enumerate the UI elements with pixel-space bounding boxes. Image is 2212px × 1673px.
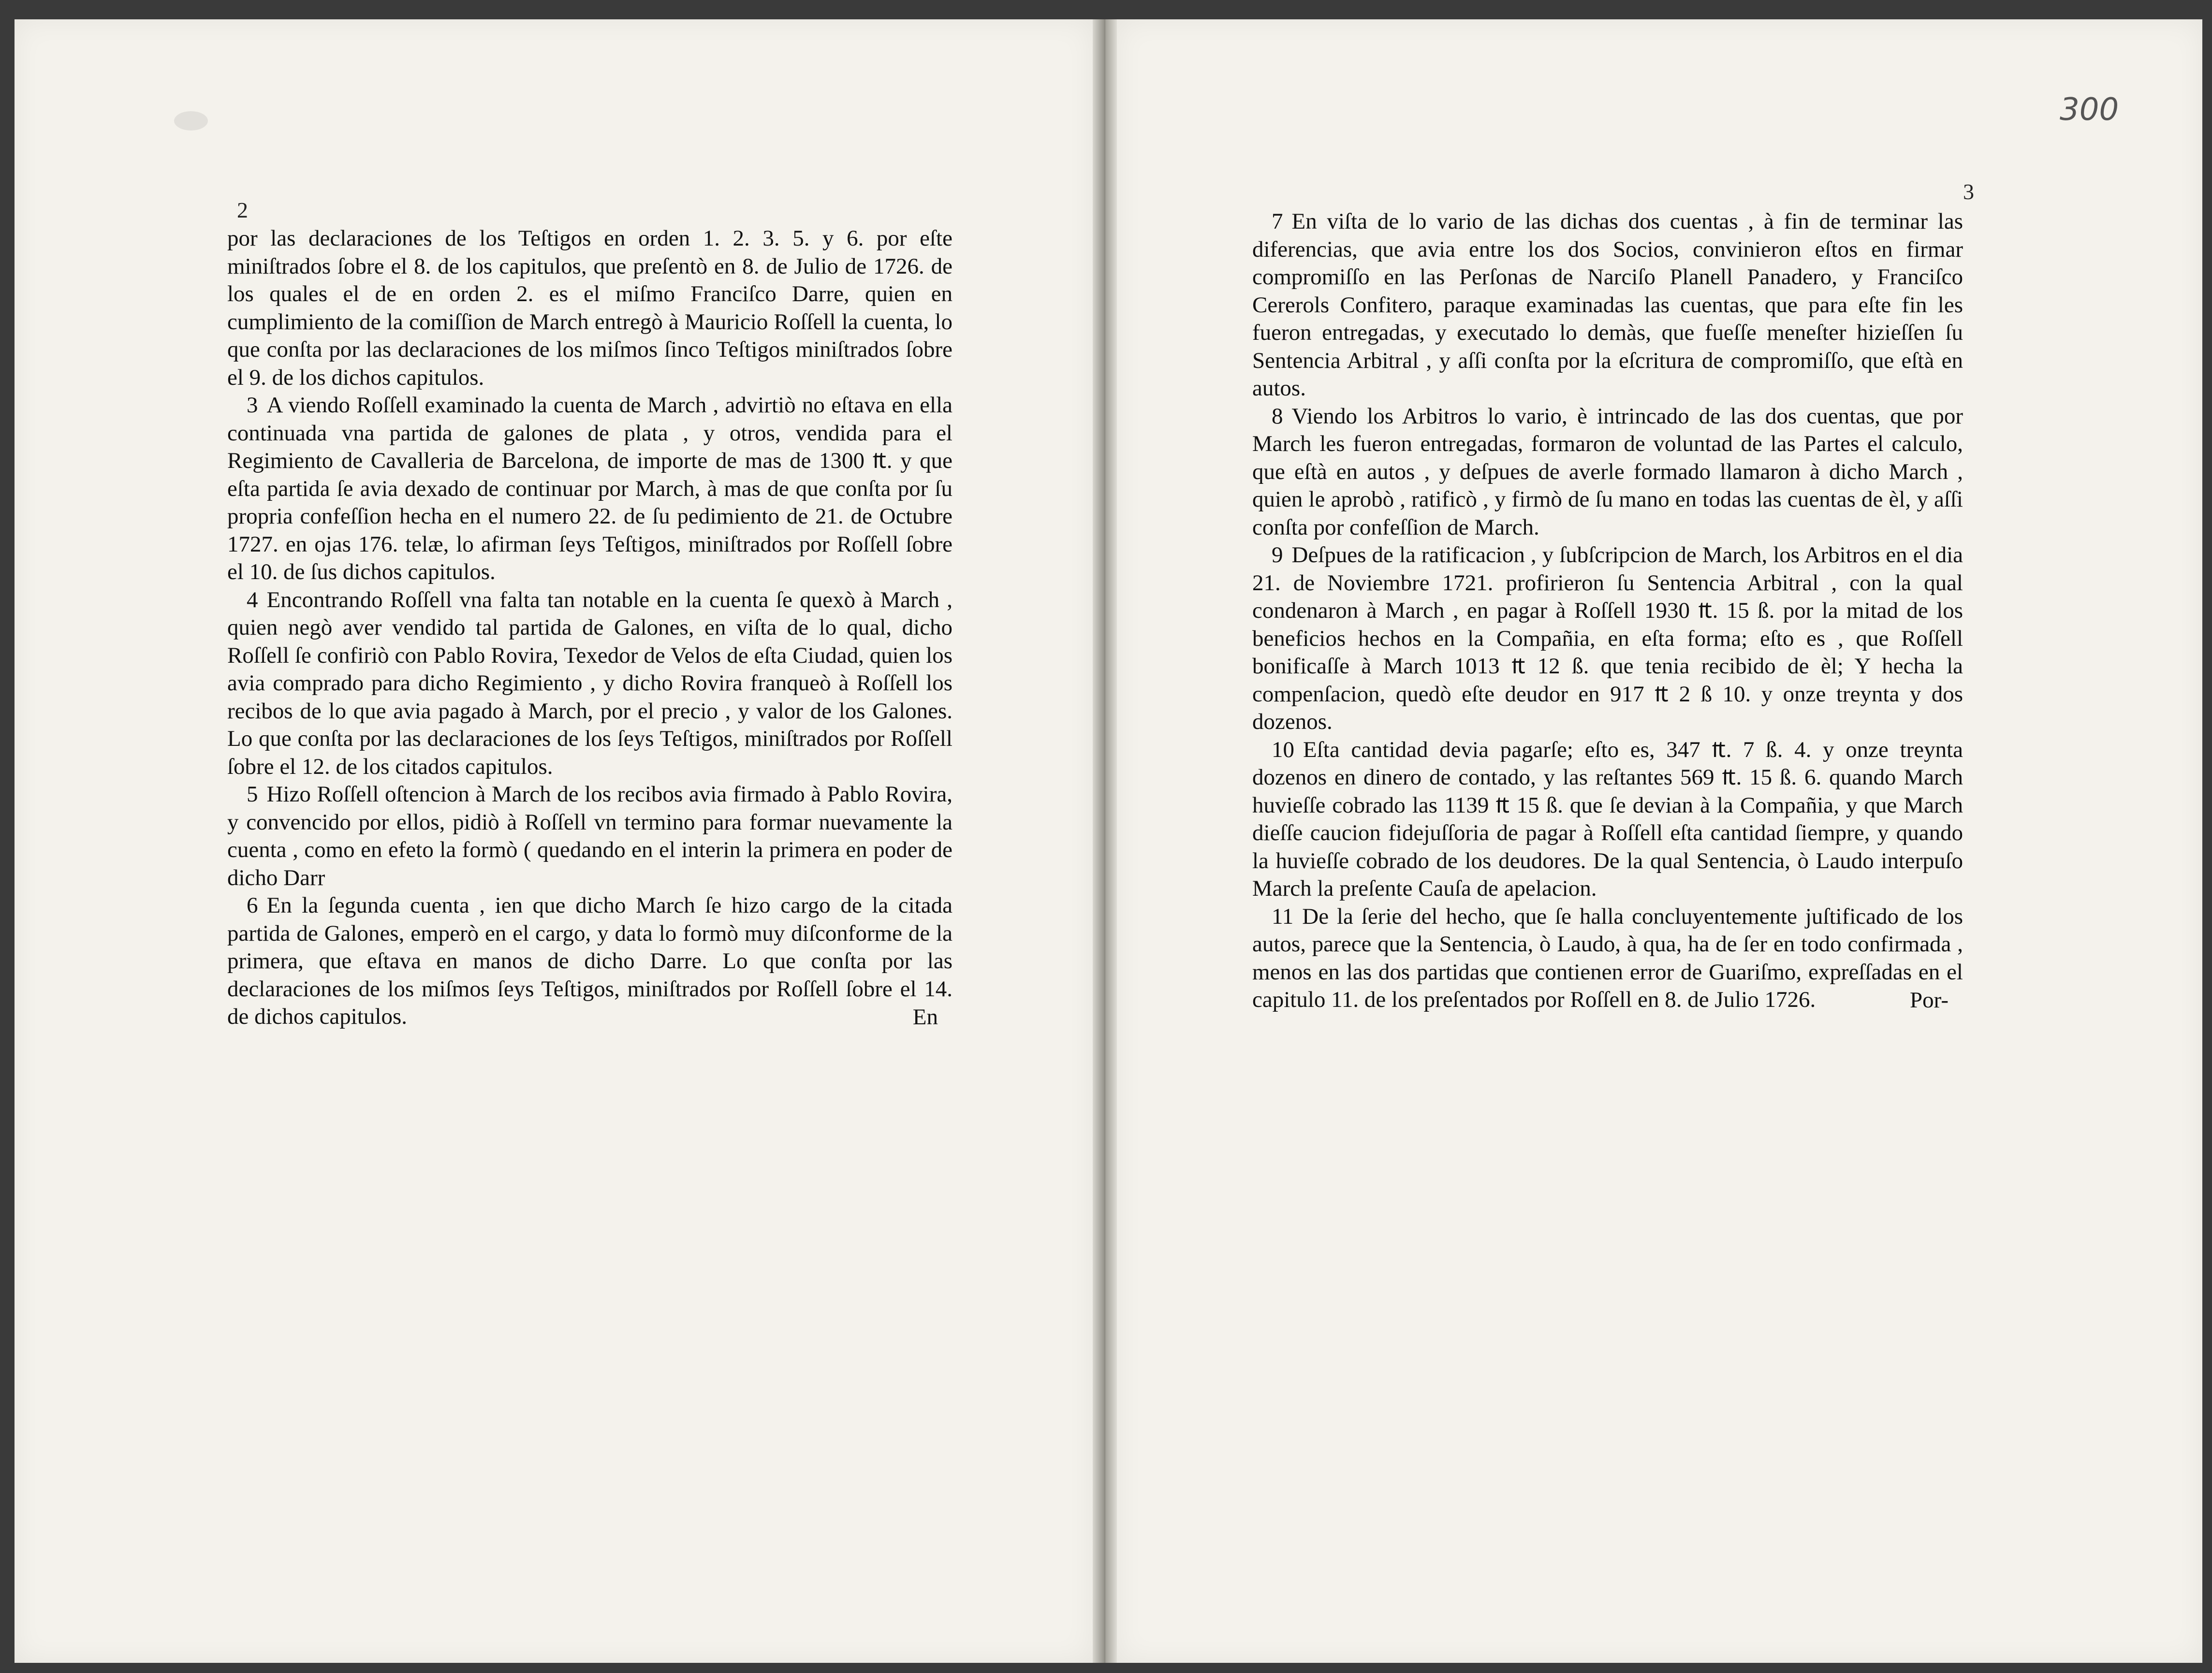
- page-number-left: 2: [237, 198, 248, 222]
- paragraph-number: 6: [247, 893, 258, 918]
- right-page: [1117, 19, 2202, 1663]
- paragraph-text: Encontrando Roſſell vna falta tan notable en la cuenta ſe quexò à March , quien negò aver vendido tal partida de Galones, en viſta de lo qual, dicho Roſſell ſe confiriò con Pablo Rovira, Texedor de Velos de eſta Ciudad, quien los avia comprado para dicho Regimiento , y dicho Rovira franqueò à Roſſell los recibos de lo que avia pagado à March, por el precio , y valor de los Galones. Lo que conſta por las declaraciones de los ſeys Teſtigos, miniſtrados por Roſſell ſobre el 12. de los citados capitulos.: [227, 587, 952, 779]
- paragraph-text: Hizo Roſſell oſtencion à March de los recibos avia firmado à Pablo Rovira, y convencido por ellos, pidiò à Roſſell vn termino para formar nuevamente la cuenta , como en efeto la formò ( quedando en el interin la primera en poder de dicho Darr: [227, 782, 952, 890]
- paragraph-text: A viendo Roſſell examinado la cuenta de March , advirtiò no eſtava en ella continuada vna partida de galones de plata , y otros, vendida para el Regimiento de Cavalleria de Barcelona, de importe de mas de 1300 ₶. y que eſta partida ſe avia dexado de continuar por March, à mas de que conſta por ſu propria confeſſion hecha en el numero 22. de ſu pedimiento de 21. de Octubre 1727. en ojas 176. telæ, lo afirman ſeys Teſtigos, miniſtrados por Roſſell ſobre el 10. de ſus dichos capitulos.: [227, 393, 952, 584]
- right-text-column: [1252, 208, 1963, 1014]
- paragraph-text: Eſta cantidad devia pagarſe; eſto es, 347 ₶. 7 ß. 4. y onze treynta dozenos en dinero de contado, y las reſtantes 569 ₶. 15 ß. 6. quando March huvieſſe cobrado las 1139 ₶ 15 ß. que ſe devian à la Compañia, y que March dieſſe caucion fidejuſſoria de pagar à Roſſell eſta cantidad ſiempre, y quando la huvieſſe cobrado de los deudores. De la qual Sentencia, ò Laudo interpuſo March la preſente Cauſa de apelacion.: [1252, 737, 1963, 901]
- paragraph-text: por las declaraciones de los Teſtigos en orden 1. 2. 3. 5. y 6. por eſte miniſtrados ſobre el 8. de los capitulos, que preſentò en 8. de Julio de 1726. de los quales el de en orden 2. es el miſmo Franciſco Darre, quien en cumplimiento de la comiſſion de March entregò à Mauricio Roſſell la cuenta, lo que conſta por las declaraciones de los miſmos ſinco Teſtigos miniſtrados ſobre el 9. de los dichos capitulos.: [227, 226, 952, 390]
- paragraph-10: [1252, 736, 1963, 903]
- ink-smudge: [174, 111, 208, 131]
- paragraph-text: En la ſegunda cuenta , ien que dicho March ſe hizo cargo de la citada partida de Galones, emperò en el cargo, y data lo formò muy diſconforme de la primera, que eſtava en manos de dicho Darre. Lo que conſta por las declaraciones de los miſmos ſeys Teſtigos, miniſtrados por Roſſell ſobre el 14. de dichos capitulos.: [227, 893, 952, 1029]
- paragraph-number: 3: [247, 393, 258, 418]
- paragraph-text: En viſta de lo vario de las dichas dos cuentas , à fin de terminar las diferencias, que avia entre los dos Socios, convinieron eſtos en firmar compromiſſo en las Perſonas de Narciſo Planell Panadero, y Franciſco Cererols Confitero, paraque examinadas las cuentas, que para eſte fin les fueron entregadas, y executado lo demàs, que fueſſe meneſter hizieſſen ſu Sentencia Arbitral , y aſſi conſta por la eſcritura de compromiſſo, que eſtà en autos.: [1252, 209, 1963, 401]
- paragraph-9: [1252, 541, 1963, 736]
- paragraph-3: [227, 392, 952, 586]
- book-gutter: [1093, 19, 1117, 1663]
- paragraph-text: Deſpues de la ratificacion , y ſubſcripcion de March, los Arbitros en el dia 21. de Noviembre 1721. profirieron ſu Sentencia Arbitral , con la qual condenaron à March , en pagar à Roſſell 1930 ₶. 15 ß. por la mitad de los beneficios hechos en la Compañia, en eſta forma; eſto es , que Roſſell bonificaſſe à March 1013 ₶ 12 ß. que tenia recibido de èl; Y hecha la compenſacion, quedò eſte deudor en 917 ₶ 2 ß 10. y onze treynta y dos dozenos.: [1252, 542, 1963, 734]
- paragraph-number: 7: [1272, 209, 1283, 234]
- page-number-right: 3: [1963, 179, 1974, 204]
- paragraph-number: 4: [247, 587, 258, 612]
- catchword-right: Por-: [1909, 987, 1948, 1013]
- paragraph-5: [227, 781, 952, 892]
- paragraph-8: [1252, 403, 1963, 542]
- handwritten-folio-number: 300: [2060, 92, 2119, 128]
- paragraph-4: [227, 586, 952, 781]
- paragraph-7: [1252, 208, 1963, 403]
- left-text-column: [227, 201, 952, 1031]
- paragraph-number: 8: [1272, 403, 1283, 429]
- left-page: [15, 19, 1093, 1663]
- paragraph-2: [227, 225, 952, 392]
- paragraph-number: 11: [1272, 903, 1294, 929]
- paragraph-text: De la ſerie del hecho, que ſe halla concluyentemente juſtificado de los autos, parece que la Sentencia, ò Laudo, à qua, ha de ſer en todo confirmada , menos en las dos partidas que contienen error de Guariſmo, expreſſadas en el capitulo 11. de los preſentados por Roſſell en 8. de Julio 1726.: [1252, 903, 1963, 1012]
- paragraph-number: 9: [1272, 542, 1283, 567]
- catchword-left: En: [912, 1004, 938, 1030]
- paragraph-text: Viendo los Arbitros lo vario, è intrincado de las dos cuentas, que por March les fueron entregadas, formaron de voluntad de las Partes el calculo, que eſtà en autos , y deſpues de averle formado llamaron à dicho March , quien le aprobò , ratificò , y firmò de ſu mano en todas las cuentas de èl, y aſſi conſta por confeſſion de March.: [1252, 403, 1963, 540]
- paragraph-number: 10: [1272, 737, 1294, 762]
- paragraph-number: 5: [247, 782, 258, 807]
